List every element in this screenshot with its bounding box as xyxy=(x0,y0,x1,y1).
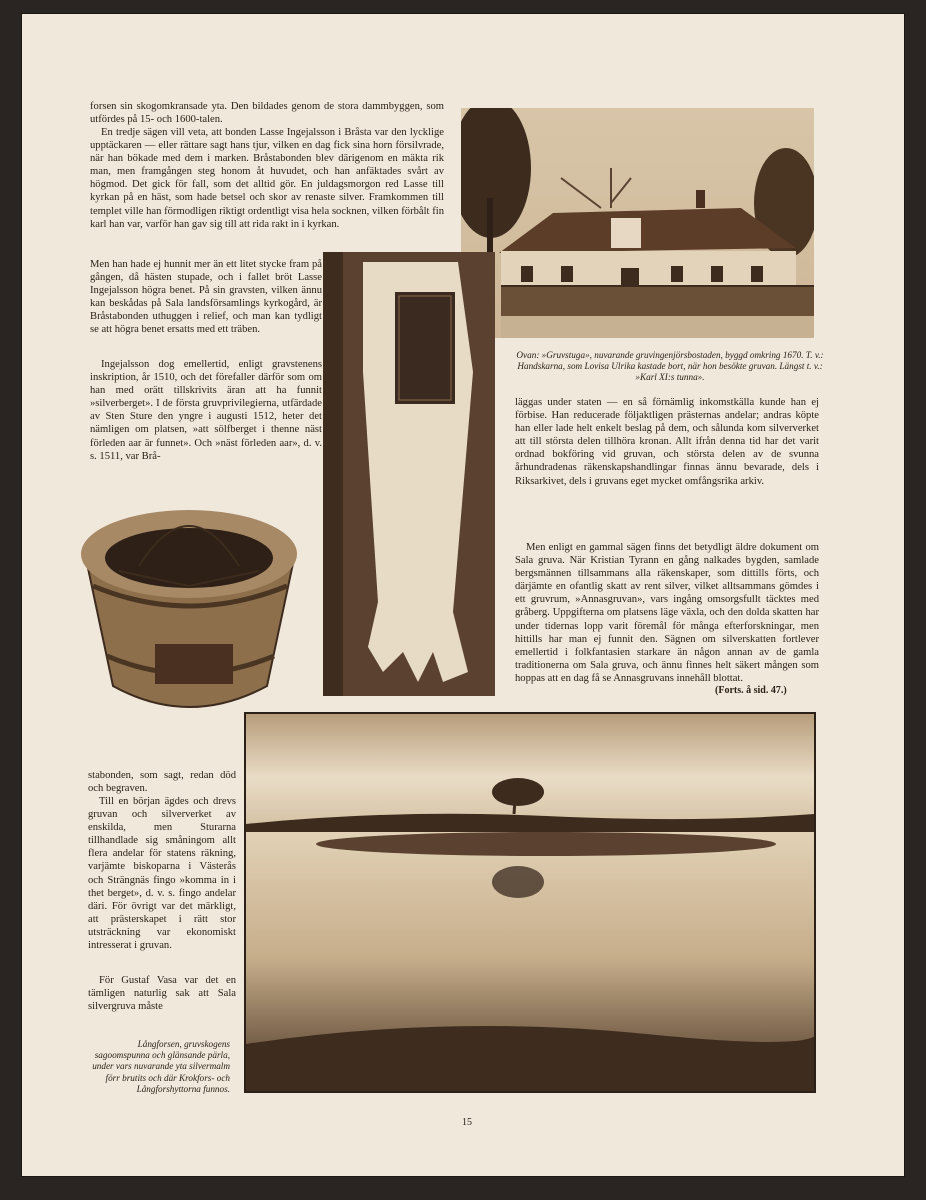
paragraph-horse-fall: Men han hade ej hunnit mer än ett litet stycke fram på gången, då hästen stupade, och i fallet bröt Lasse Ingejalsson högra benet. På sin gravsten, vilken ännu kan beskådas på Sala landsförsamlings kyrkogård, är Bråstabonden uthuggen i relief, och man kan tydligt se att högra benet ersatts med ett träben. xyxy=(90,259,322,336)
gloves-photo xyxy=(323,252,495,696)
lake-photo xyxy=(246,714,814,1091)
magazine-page xyxy=(22,14,904,1176)
caption-top: Ovan: »Gruvstuga», nuvarande gruvingenjörsbostaden, byggd omkring 1670. T. v.: Handskarna, som Lovisa Ulrika kastade bort, när hon besökte gruvan. Längst t. v.: »Karl XI:s tunna». xyxy=(516,350,824,383)
paragraph-gustaf-vasa: För Gustaf Vasa var det en tämligen naturlig sak att Sala silvergruva måste xyxy=(88,975,236,1013)
house-photo xyxy=(461,108,814,338)
caption-bottom: Långforsen, gruvskogens sagoomspunna och glänsande pärla, under vars nuvarande yta silvermalm förr brutits och där Krokfors- och Långforshyttorna funnos. xyxy=(92,1039,230,1094)
paragraph-treasure: Men enligt en gammal sägen finns det betydligt äldre dokument om Sala gruva. När Kristian Tyrann en gång nalkades bygden, samlade bergsmännen tillsammans alla räkenskaper, som dittills förts, och därjämte en ofantlig skatt av rent silver, vilket alltsammans gömdes i ett gruvrum, »Annasgruvan», vars ingång omsorgsfullt täcktes med gråberg. Uppgifterna om platsens läge växla, och den dolda skatten har under tidernas lopp varit föremål för många efterforskningar, men hittills har man ej funnit den. Sägnen om silverskatten fortlever emellertid i folkfantasien starkare än någon annan av de gamla traditionerna om Sala gruva, och ännu finnes helt säkert mången som hoppas att en dag få se Annasgruvans innehåll blottat. xyxy=(515,542,819,684)
paragraph-brasta-legend: En tredje sägen vill veta, att bonden Lasse Ingejalsson i Bråsta var den lycklige upptäckaren — eller rättare sagt hans tjur, vilken en dag fick sina horn försilvrade, när han bökade med dem i marken. Bråstabonden blev därigenom en mäkta rik man, men framgången steg honom åt huvudet, och han anfäktades svårt av högmod. Det gick för fall, som det alltid gör. En juldagsmorgon red Lasse till kyrkan på en häst, som hade betsel och skor av renaste silver. Framkommen till templet ville han förmodligen riktigt ordentligt visa hela socknen, vilken förbålt fin karl han var, varför han gav sig till att rida rakt in i kyrkan. xyxy=(90,127,444,230)
paragraph-buried: stabonden, som sagt, redan död och begraven. xyxy=(88,770,236,795)
bucket-photo xyxy=(69,476,309,732)
paragraph-crown: läggas under staten — en så förnämlig inkomstkälla kunde han ej förbise. Han reducerade följaktligen prästernas andelar; andras köpte han eller lade helt enkelt beslag på dem, och sålunda kom silververket att till största delen tillhöra kronan. Allt ifrån denna tid har det varit ordnad bokföring vid gruvan, och största delen av de svunna århundradenas räkenskapshandlingar finnas ännu bevarade, dels i Riksarkivet, dels i gruvans eget mycket omfångsrika arkiv. xyxy=(515,397,819,487)
paragraph-intro: forsen sin skogomkransade yta. Den bildades genom de stora dammbyggen, som utfördes på 15- och 1600-talen. xyxy=(90,101,444,126)
paragraph-owners: Till en början ägdes och drevs gruvan och silververket av enskilda, men Sturarna tillhandlade sig småningom allt flera andelar för statens räkning, varjämte biskoparna i Västerås och Strängnäs fingo »komma in i thet berget», d. v. s. fingo andelar däri. För övrigt var det märkligt, att prästerskapet i rätt stor utsträckning var ekonomiskt intresserat i gruvan. xyxy=(88,796,236,952)
paragraph-gravestone: Ingejalsson dog emellertid, enligt gravstenens inskription, år 1510, och det förefaller därför som om han med orätt tillskrivits äran att ha funnit »silverberget». I de första gruvprivilegierna, utfärdade av Sten Sture den yngre i augusti 1512, heter det nämligen om platsen, »att sölfberget i thenne näst förleden aar är funnet». Och »näst förleden aar», d. v. s. 1511, var Brå- xyxy=(90,359,322,462)
page-number: 15 xyxy=(462,1117,472,1128)
continued-note: (Forts. å sid. 47.) xyxy=(715,685,787,696)
